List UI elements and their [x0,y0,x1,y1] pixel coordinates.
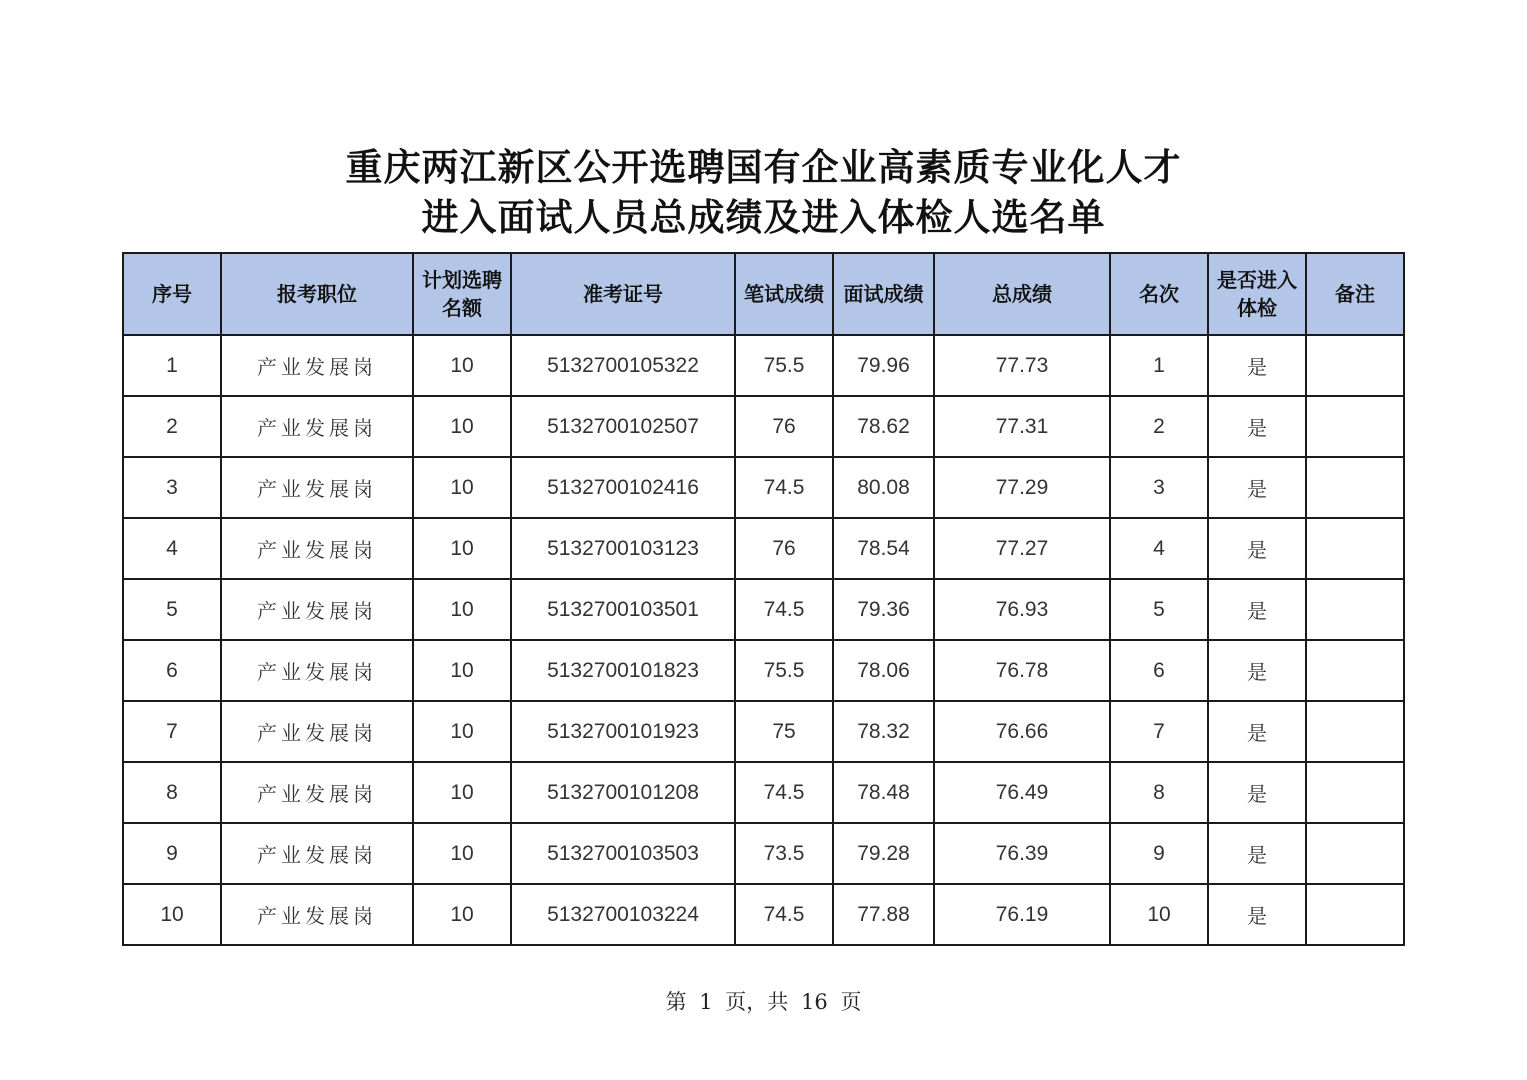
cell-interview: 79.96 [833,335,934,396]
cell-total: 76.93 [934,579,1110,640]
cell-position: 产业发展岗 [221,640,413,701]
cell-total: 77.31 [934,396,1110,457]
cell-total: 76.39 [934,823,1110,884]
cell-total: 77.29 [934,457,1110,518]
cell-quota: 10 [413,579,511,640]
cell-remark [1306,396,1404,457]
page-footer: 第 1 页，共 16 页 [665,990,862,1014]
cell-interview: 77.88 [833,884,934,945]
table-row [123,579,1404,640]
cell-total: 76.78 [934,640,1110,701]
document-title [0,142,1527,242]
table-row [123,884,1404,945]
cell-position: 产业发展岗 [221,823,413,884]
cell-remark [1306,640,1404,701]
cell-position: 产业发展岗 [221,457,413,518]
cell-index: 5 [123,579,221,640]
table-row [123,396,1404,457]
cell-interview: 79.28 [833,823,934,884]
cell-exam-id: 5132700105322 [511,335,735,396]
table-body [123,335,1404,945]
cell-total: 76.66 [934,701,1110,762]
cell-remark [1306,579,1404,640]
table-row [123,335,1404,396]
cell-quota: 10 [413,884,511,945]
cell-interview: 78.06 [833,640,934,701]
header-medical-label: 是否进入体检 [1217,268,1297,320]
cell-rank: 6 [1110,640,1208,701]
cell-remark [1306,335,1404,396]
cell-interview: 78.32 [833,701,934,762]
cell-position: 产业发展岗 [221,701,413,762]
cell-medical: 是 [1208,701,1306,762]
cell-medical: 是 [1208,579,1306,640]
cell-position: 产业发展岗 [221,518,413,579]
cell-position: 产业发展岗 [221,762,413,823]
cell-quota: 10 [413,701,511,762]
title-line-2: 进入面试人员总成绩及进入体检人选名单 [421,195,1106,239]
cell-rank: 5 [1110,579,1208,640]
title-line-1: 重庆两江新区公开选聘国有企业高素质专业化人才 [345,145,1182,189]
cell-written: 74.5 [735,884,833,945]
cell-exam-id: 5132700102416 [511,457,735,518]
cell-index: 9 [123,823,221,884]
cell-written: 74.5 [735,762,833,823]
cell-exam-id: 5132700103123 [511,518,735,579]
cell-written: 75.5 [735,640,833,701]
table-row [123,640,1404,701]
header-total: 总成绩 [934,253,1110,335]
cell-index: 6 [123,640,221,701]
cell-medical: 是 [1208,396,1306,457]
cell-medical: 是 [1208,884,1306,945]
cell-remark [1306,884,1404,945]
header-rank: 名次 [1110,253,1208,335]
cell-medical: 是 [1208,518,1306,579]
cell-written: 76 [735,518,833,579]
header-position: 报考职位 [221,253,413,335]
results-table [122,252,1405,946]
cell-rank: 8 [1110,762,1208,823]
cell-written: 76 [735,396,833,457]
table-row [123,823,1404,884]
cell-index: 1 [123,335,221,396]
cell-exam-id: 5132700103224 [511,884,735,945]
cell-remark [1306,823,1404,884]
header-interview: 面试成绩 [833,253,934,335]
cell-rank: 9 [1110,823,1208,884]
header-written: 笔试成绩 [735,253,833,335]
cell-position: 产业发展岗 [221,884,413,945]
header-index: 序号 [123,253,221,335]
cell-medical: 是 [1208,640,1306,701]
cell-quota: 10 [413,396,511,457]
cell-exam-id: 5132700102507 [511,396,735,457]
cell-remark [1306,762,1404,823]
cell-quota: 10 [413,457,511,518]
cell-rank: 2 [1110,396,1208,457]
cell-medical: 是 [1208,762,1306,823]
cell-quota: 10 [413,518,511,579]
cell-total: 76.49 [934,762,1110,823]
cell-medical: 是 [1208,823,1306,884]
cell-exam-id: 5132700101208 [511,762,735,823]
cell-rank: 10 [1110,884,1208,945]
cell-rank: 7 [1110,701,1208,762]
cell-written: 73.5 [735,823,833,884]
cell-quota: 10 [413,335,511,396]
cell-position: 产业发展岗 [221,396,413,457]
header-medical [1208,253,1306,335]
cell-index: 10 [123,884,221,945]
cell-position: 产业发展岗 [221,579,413,640]
cell-exam-id: 5132700103501 [511,579,735,640]
cell-interview: 78.54 [833,518,934,579]
cell-position: 产业发展岗 [221,335,413,396]
header-exam-id: 准考证号 [511,253,735,335]
cell-medical: 是 [1208,335,1306,396]
cell-remark [1306,457,1404,518]
header-quota [413,253,511,335]
cell-remark [1306,518,1404,579]
cell-rank: 3 [1110,457,1208,518]
cell-exam-id: 5132700101823 [511,640,735,701]
cell-rank: 4 [1110,518,1208,579]
cell-index: 8 [123,762,221,823]
table-row [123,701,1404,762]
cell-written: 74.5 [735,579,833,640]
header-quota-label: 计划选聘名额 [422,268,502,320]
cell-index: 7 [123,701,221,762]
cell-interview: 78.48 [833,762,934,823]
table-header-row [123,253,1404,335]
cell-interview: 79.36 [833,579,934,640]
cell-medical: 是 [1208,457,1306,518]
cell-quota: 10 [413,762,511,823]
cell-written: 75 [735,701,833,762]
cell-rank: 1 [1110,335,1208,396]
cell-total: 76.19 [934,884,1110,945]
cell-interview: 78.62 [833,396,934,457]
cell-total: 77.27 [934,518,1110,579]
header-remark: 备注 [1306,253,1404,335]
cell-interview: 80.08 [833,457,934,518]
cell-index: 2 [123,396,221,457]
table-row [123,762,1404,823]
cell-written: 74.5 [735,457,833,518]
cell-index: 3 [123,457,221,518]
cell-total: 77.73 [934,335,1110,396]
cell-index: 4 [123,518,221,579]
table-row [123,518,1404,579]
cell-quota: 10 [413,640,511,701]
cell-remark [1306,701,1404,762]
cell-exam-id: 5132700103503 [511,823,735,884]
table-row [123,457,1404,518]
cell-exam-id: 5132700101923 [511,701,735,762]
cell-quota: 10 [413,823,511,884]
cell-written: 75.5 [735,335,833,396]
